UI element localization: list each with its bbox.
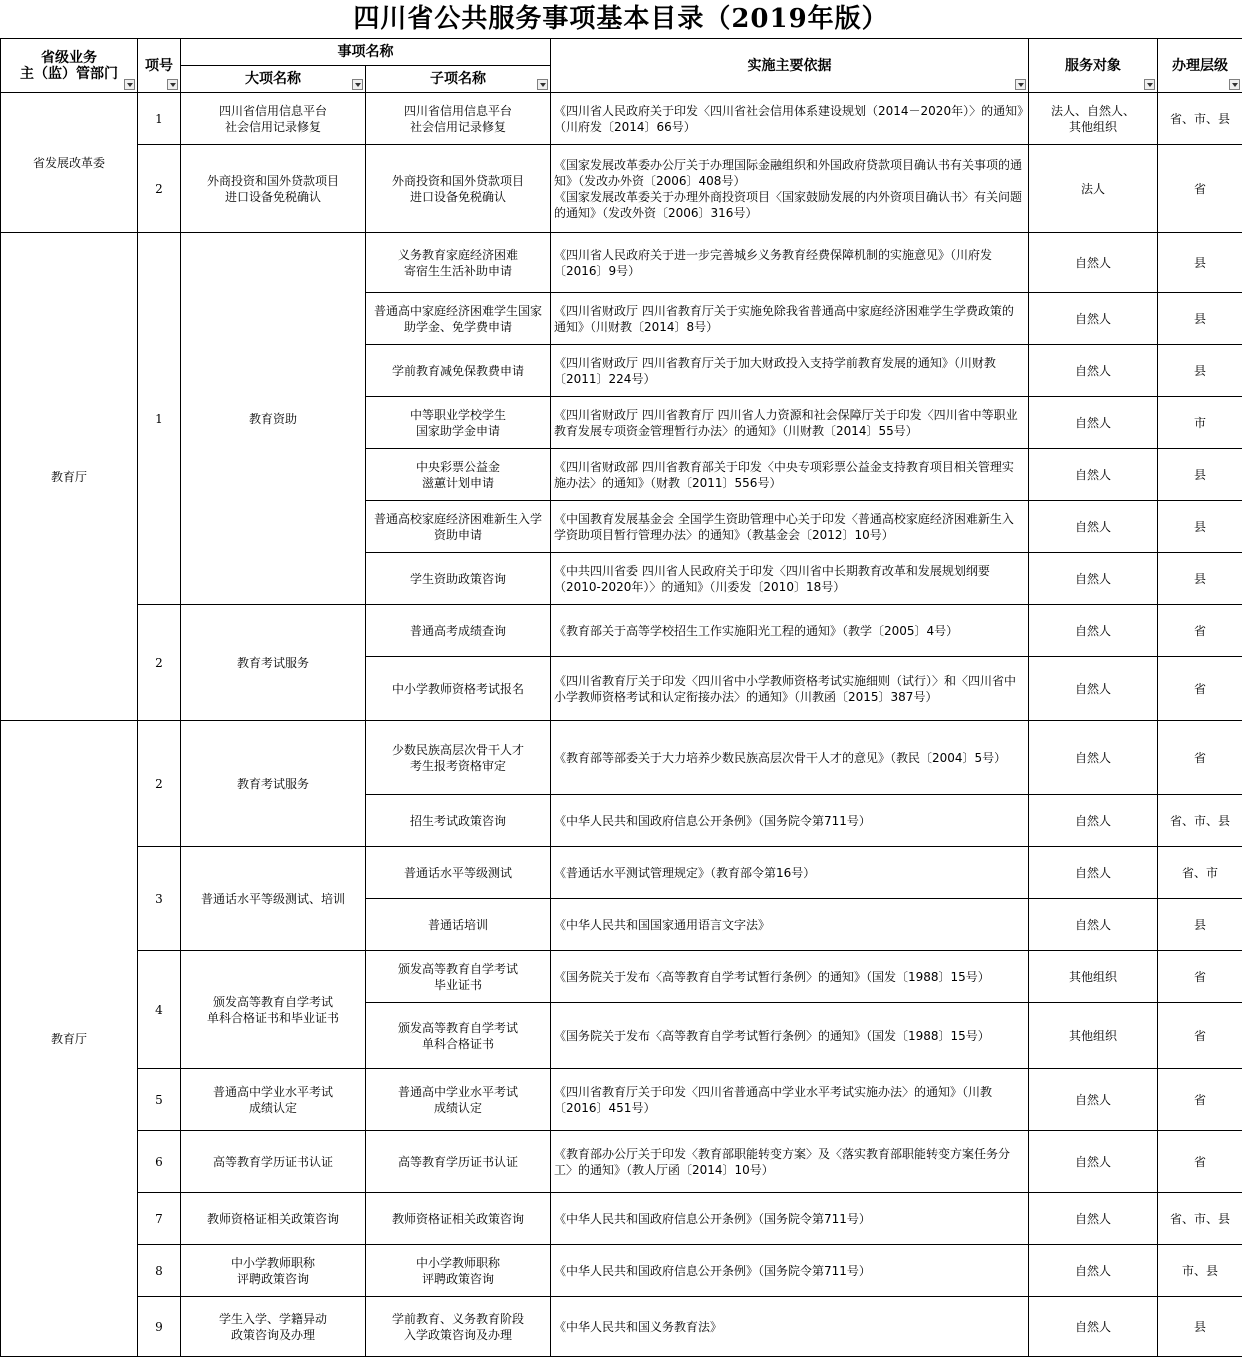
filter-dropdown-icon[interactable] (1229, 79, 1240, 90)
sub-cell: 普通高考成绩查询 (366, 605, 551, 657)
seq-cell: 6 (138, 1131, 181, 1193)
header-target-label: 服务对象 (1065, 57, 1121, 74)
level-cell: 省 (1158, 1003, 1242, 1069)
sub-cell: 颁发高等教育自学考试 毕业证书 (366, 951, 551, 1003)
target-cell: 自然人 (1029, 605, 1158, 657)
basis-cell: 《中华人民共和国政府信息公开条例》（国务院令第711号） (551, 795, 1029, 847)
basis-cell: 《普通话水平测试管理规定》（教育部令第16号） (551, 847, 1029, 899)
major-cell: 教育考试服务 (181, 721, 366, 847)
seq-cell: 5 (138, 1069, 181, 1131)
filter-dropdown-icon[interactable] (1015, 79, 1026, 90)
header-sub (366, 66, 551, 93)
basis-cell: 《中华人民共和国义务教育法》 (551, 1297, 1029, 1357)
basis-cell: 《国务院关于发布〈高等教育自学考试暂行条例〉的通知》（国发〔1988〕15号） (551, 951, 1029, 1003)
basis-cell: 《四川省财政厅 四川省教育厅 四川省人力资源和社会保障厅关于印发〈四川省中等职业教育发展专项资金管理暂行办法〉的通知》（川财教〔2014〕55号） (551, 397, 1029, 449)
header-item-group: 事项名称 (181, 39, 551, 66)
seq-cell: 4 (138, 951, 181, 1069)
sub-cell: 普通话培训 (366, 899, 551, 951)
target-cell: 自然人 (1029, 553, 1158, 605)
target-cell: 自然人 (1029, 293, 1158, 345)
seq-cell: 1 (138, 233, 181, 605)
target-cell: 自然人 (1029, 501, 1158, 553)
sub-cell: 四川省信用信息平台 社会信用记录修复 (366, 93, 551, 145)
level-cell: 市 (1158, 397, 1242, 449)
sub-cell: 义务教育家庭经济困难 寄宿生生活补助申请 (366, 233, 551, 293)
level-cell: 县 (1158, 345, 1242, 397)
level-cell: 省 (1158, 721, 1242, 795)
basis-cell: 《教育部关于高等学校招生工作实施阳光工程的通知》（教学〔2005〕4号） (551, 605, 1029, 657)
target-cell: 自然人 (1029, 1245, 1158, 1297)
major-cell: 学生入学、学籍异动 政策咨询及办理 (181, 1297, 366, 1357)
seq-cell: 2 (138, 145, 181, 233)
basis-cell: 《四川省财政部 四川省教育部关于印发〈中央专项彩票公益金支持教育项目相关管理实施办法〉的通知》（财教〔2011〕556号） (551, 449, 1029, 501)
basis-cell: 《教育部办公厅关于印发〈教育部职能转变方案〉及〈落实教育部职能转变方案任务分工〉的通知》（教人厅函〔2014〕10号） (551, 1131, 1029, 1193)
level-cell: 县 (1158, 553, 1242, 605)
header-sub-label: 子项名称 (430, 71, 486, 87)
header-seq (138, 39, 181, 93)
filter-dropdown-icon[interactable] (167, 79, 178, 90)
level-cell: 省、市 (1158, 847, 1242, 899)
header-major (181, 66, 366, 93)
filter-dropdown-icon[interactable] (352, 79, 363, 90)
level-cell: 省 (1158, 1131, 1242, 1193)
sub-cell: 招生考试政策咨询 (366, 795, 551, 847)
major-cell: 四川省信用信息平台 社会信用记录修复 (181, 93, 366, 145)
target-cell: 自然人 (1029, 721, 1158, 795)
sub-cell: 外商投资和国外贷款项目 进口设备免税确认 (366, 145, 551, 233)
header-seq-label: 项号 (145, 57, 173, 74)
level-cell: 县 (1158, 1297, 1242, 1357)
sub-cell: 普通话水平等级测试 (366, 847, 551, 899)
basis-cell: 《国家发展改革委办公厅关于办理国际金融组织和外国政府贷款项目确认书有关事项的通知》（发改办外资〔2006〕408号） 《国家发展改革委关于办理外商投资项目〈国家鼓励发展的内外资项目确认书〉有关问题的通知》（发改外资〔2006〕316号） (551, 145, 1029, 233)
sub-cell: 普通高中家庭经济困难学生国家助学金、免学费申请 (366, 293, 551, 345)
dept-cell: 教育厅 (1, 721, 138, 1357)
target-cell: 自然人 (1029, 1069, 1158, 1131)
header-level-label: 办理层级 (1172, 57, 1228, 74)
major-cell: 普通话水平等级测试、培训 (181, 847, 366, 951)
seq-cell: 7 (138, 1193, 181, 1245)
target-cell: 自然人 (1029, 847, 1158, 899)
header-major-label: 大项名称 (245, 71, 301, 87)
level-cell: 省 (1158, 657, 1242, 721)
header-target (1029, 39, 1158, 93)
basis-cell: 《中华人民共和国政府信息公开条例》（国务院令第711号） (551, 1193, 1029, 1245)
target-cell: 自然人 (1029, 795, 1158, 847)
basis-cell: 《四川省教育厅关于印发〈四川省中小学教师资格考试实施细则（试行）〉和〈四川省中小学教师资格考试和认定衔接办法〉的通知》（川教函〔2015〕387号） (551, 657, 1029, 721)
filter-dropdown-icon[interactable] (124, 79, 135, 90)
target-cell: 自然人 (1029, 397, 1158, 449)
header-dept (1, 39, 138, 93)
major-cell: 外商投资和国外贷款项目 进口设备免税确认 (181, 145, 366, 233)
level-cell: 县 (1158, 501, 1242, 553)
level-cell: 省、市、县 (1158, 795, 1242, 847)
sub-cell: 高等教育学历证书认证 (366, 1131, 551, 1193)
basis-cell: 《教育部等部委关于大力培养少数民族高层次骨干人才的意见》（教民〔2004〕5号） (551, 721, 1029, 795)
level-cell: 省 (1158, 1069, 1242, 1131)
target-cell: 自然人 (1029, 1131, 1158, 1193)
target-cell: 其他组织 (1029, 951, 1158, 1003)
level-cell: 省 (1158, 145, 1242, 233)
seq-cell: 8 (138, 1245, 181, 1297)
basis-cell: 《四川省财政厅 四川省教育厅关于加大财政投入支持学前教育发展的通知》（川财教〔2011〕224号） (551, 345, 1029, 397)
header-basis-label: 实施主要依据 (747, 57, 832, 74)
header-dept-label: 省级业务 主（监）管部门 (20, 49, 118, 82)
major-cell: 中小学教师职称 评聘政策咨询 (181, 1245, 366, 1297)
level-cell: 省 (1158, 951, 1242, 1003)
target-cell: 自然人 (1029, 1193, 1158, 1245)
sub-cell: 学生资助政策咨询 (366, 553, 551, 605)
header-basis (551, 39, 1029, 93)
major-cell: 高等教育学历证书认证 (181, 1131, 366, 1193)
seq-cell: 9 (138, 1297, 181, 1357)
target-cell: 其他组织 (1029, 1003, 1158, 1069)
major-cell: 教育资助 (181, 233, 366, 605)
page-title: 四川省公共服务事项基本目录（2019年版） (353, 4, 889, 34)
level-cell: 县 (1158, 293, 1242, 345)
major-cell: 教育考试服务 (181, 605, 366, 721)
sub-cell: 中等职业学校学生 国家助学金申请 (366, 397, 551, 449)
basis-cell: 《中华人民共和国国家通用语言文字法》 (551, 899, 1029, 951)
target-cell: 法人、自然人、 其他组织 (1029, 93, 1158, 145)
sub-cell: 普通高校家庭经济困难新生入学资助申请 (366, 501, 551, 553)
sub-cell: 中小学教师职称 评聘政策咨询 (366, 1245, 551, 1297)
seq-cell: 1 (138, 93, 181, 145)
seq-cell: 3 (138, 847, 181, 951)
seq-cell: 2 (138, 605, 181, 721)
seq-cell: 2 (138, 721, 181, 847)
major-cell: 颁发高等教育自学考试 单科合格证书和毕业证书 (181, 951, 366, 1069)
target-cell: 自然人 (1029, 449, 1158, 501)
level-cell: 市、县 (1158, 1245, 1242, 1297)
level-cell: 省、市、县 (1158, 93, 1242, 145)
major-cell: 普通高中学业水平考试 成绩认定 (181, 1069, 366, 1131)
target-cell: 法人 (1029, 145, 1158, 233)
level-cell: 县 (1158, 899, 1242, 951)
sub-cell: 中央彩票公益金 滋蕙计划申请 (366, 449, 551, 501)
target-cell: 自然人 (1029, 657, 1158, 721)
basis-cell: 《中国教育发展基金会 全国学生资助管理中心关于印发〈普通高校家庭经济困难新生入学资助项目暂行管理办法〉的通知》（教基金会〔2012〕10号） (551, 501, 1029, 553)
basis-cell: 《中华人民共和国政府信息公开条例》（国务院令第711号） (551, 1245, 1029, 1297)
level-cell: 县 (1158, 449, 1242, 501)
sub-cell: 普通高中学业水平考试 成绩认定 (366, 1069, 551, 1131)
target-cell: 自然人 (1029, 345, 1158, 397)
major-cell: 教师资格证相关政策咨询 (181, 1193, 366, 1245)
sub-cell: 中小学教师资格考试报名 (366, 657, 551, 721)
level-cell: 省 (1158, 605, 1242, 657)
target-cell: 自然人 (1029, 1297, 1158, 1357)
target-cell: 自然人 (1029, 899, 1158, 951)
basis-cell: 《中共四川省委 四川省人民政府关于印发〈四川省中长期教育改革和发展规划纲要（2010-2020年）〉的通知》（川委发〔2010〕18号） (551, 553, 1029, 605)
sub-cell: 学前教育、义务教育阶段 入学政策咨询及办理 (366, 1297, 551, 1357)
filter-dropdown-icon[interactable] (1144, 79, 1155, 90)
basis-cell: 《国务院关于发布〈高等教育自学考试暂行条例〉的通知》（国发〔1988〕15号） (551, 1003, 1029, 1069)
dept-cell: 教育厅 (1, 233, 138, 721)
basis-cell: 《四川省人民政府关于印发〈四川省社会信用体系建设规划（2014－2020年）〉的通知》（川府发〔2014〕66号） (551, 93, 1029, 145)
header-level (1158, 39, 1242, 93)
basis-cell: 《四川省人民政府关于进一步完善城乡义务教育经费保障机制的实施意见》（川府发〔2016〕9号） (551, 233, 1029, 293)
level-cell: 县 (1158, 233, 1242, 293)
level-cell: 省、市、县 (1158, 1193, 1242, 1245)
filter-dropdown-icon[interactable] (537, 79, 548, 90)
basis-cell: 《四川省教育厅关于印发〈四川省普通高中学业水平考试实施办法〉的通知》（川教〔2016〕451号） (551, 1069, 1029, 1131)
sub-cell: 教师资格证相关政策咨询 (366, 1193, 551, 1245)
target-cell: 自然人 (1029, 233, 1158, 293)
sub-cell: 学前教育减免保教费申请 (366, 345, 551, 397)
dept-cell: 省发展改革委 (1, 93, 138, 233)
catalog-table (0, 38, 1242, 1357)
sub-cell: 颁发高等教育自学考试 单科合格证书 (366, 1003, 551, 1069)
basis-cell: 《四川省财政厅 四川省教育厅关于实施免除我省普通高中家庭经济困难学生学费政策的通知》（川财教〔2014〕8号） (551, 293, 1029, 345)
sub-cell: 少数民族高层次骨干人才 考生报考资格审定 (366, 721, 551, 795)
